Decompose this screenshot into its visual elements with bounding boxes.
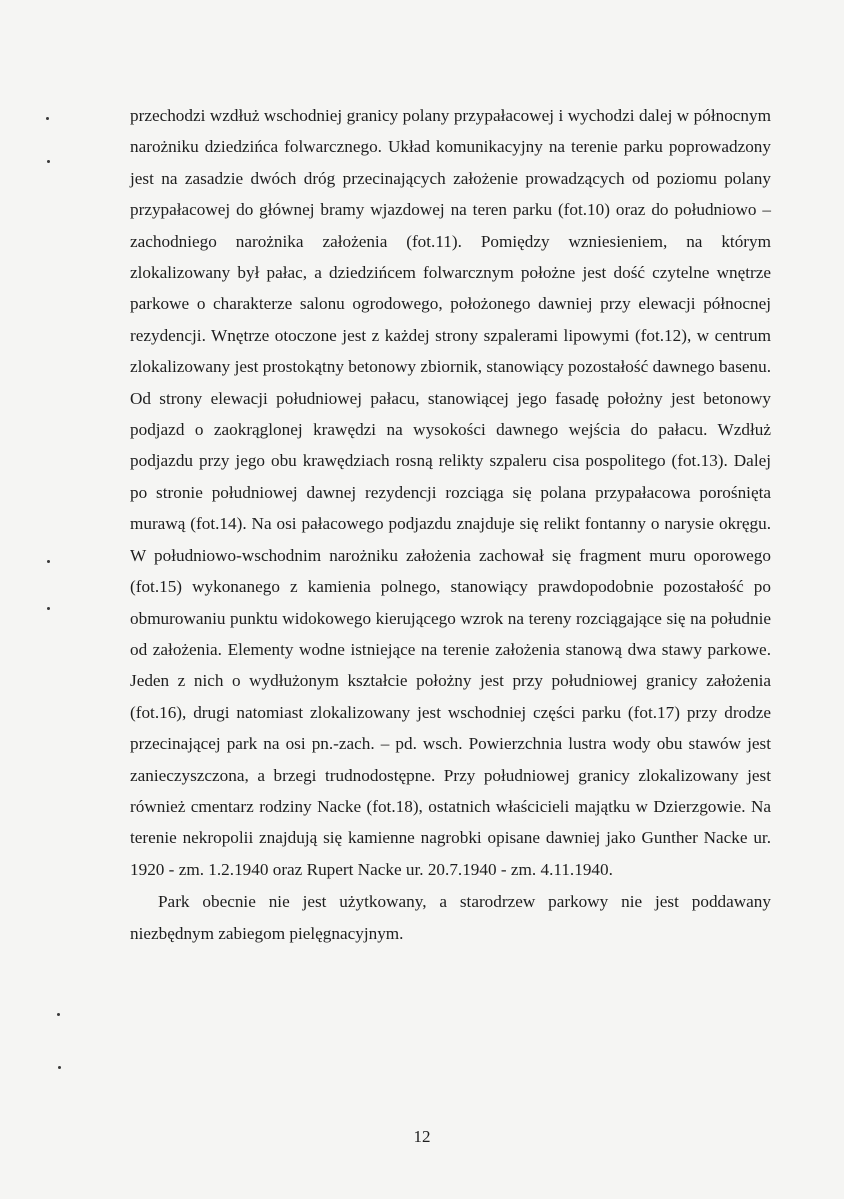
scan-speck bbox=[47, 560, 50, 563]
scan-speck bbox=[47, 160, 50, 163]
paragraph-park-condition: Park obecnie nie jest użytkowany, a starodrzew parkowy nie jest poddawany niezbędnym zabiegom pielęgnacyjnym. bbox=[130, 892, 771, 943]
scan-speck bbox=[58, 1066, 61, 1069]
scan-speck bbox=[47, 607, 50, 610]
page-number: 12 bbox=[413, 1127, 431, 1146]
paragraph-park-description: przechodzi wzdłuż wschodniej granicy polany przypałacowej i wychodzi dalej w północnym narożniku dziedzińca folwarcznego. Układ komunikacyjny na terenie parku poprowadzony jest na zasadzie dwóch dróg przecinających założenie prowadzących od poziomu polany przypałacowej do głównej bramy wjazdowej na teren parku (fot.10) oraz do południowo – zachodniego narożnika założenia (fot.11). Pomiędzy wzniesieniem, na którym zlokalizowany był pałac, a dziedzińcem folwarcznym położne jest dość czytelne wnętrze parkowe o charakterze salonu ogrodowego, położonego dawniej przy elewacji północnej rezydencji. Wnętrze otoczone jest z każdej strony szpalerami lipowymi (fot.12), w centrum zlokalizowany jest prostokątny betonowy zbiornik, stanowiący pozostałość dawnego basenu. Od strony elewacji południowej pałacu, stanowiącej jego fasadę położny jest betonowy podjazd o zaokrąglonej krawędzi na wysokości dawnego wejścia do pałacu. Wzdłuż podjazdu przy jego obu krawędziach rosną relikty szpaleru cisa pospolitego (fot.13). Dalej po stronie południowej dawnej rezydencji rozciąga się polana przypałacowa porośnięta murawą (fot.14). Na osi pałacowego podjazdu znajduje się relikt fontanny o narysie okręgu. W południowo-wschodnim narożniku założenia zachował się fragment muru oporowego (fot.15) wykonanego z kamienia polnego, stanowiący prawdopodobnie pozostałość po obmurowaniu punktu widokowego kierującego wzrok na tereny rozciągające się na południe od założenia. Elementy wodne istniejące na terenie założenia stanową dwa stawy parkowe. Jeden z nich o wydłużonym kształcie położny jest przy południowej granicy założenia (fot.16), drugi natomiast zlokalizowany jest wschodniej części parku (fot.17) przy drodze przecinającej park na osi pn.-zach. – pd. wsch. Powierzchnia lustra wody obu stawów jest zanieczyszczona, a brzegi trudnodostępne. Przy południowej granicy zlokalizowany jest również cmentarz rodziny Nacke (fot.18), ostatnich właścicieli majątku w Dzierzgowie. Na terenie nekropolii znajdują się kamienne nagrobki opisane dawniej jako Gunther Nacke ur. 1920 - zm. 1.2.1940 oraz Rupert Nacke ur. 20.7.1940 - zm. 4.11.1940. bbox=[130, 106, 771, 879]
body-text bbox=[130, 100, 771, 949]
scan-speck bbox=[57, 1013, 60, 1016]
scan-speck bbox=[46, 117, 49, 120]
